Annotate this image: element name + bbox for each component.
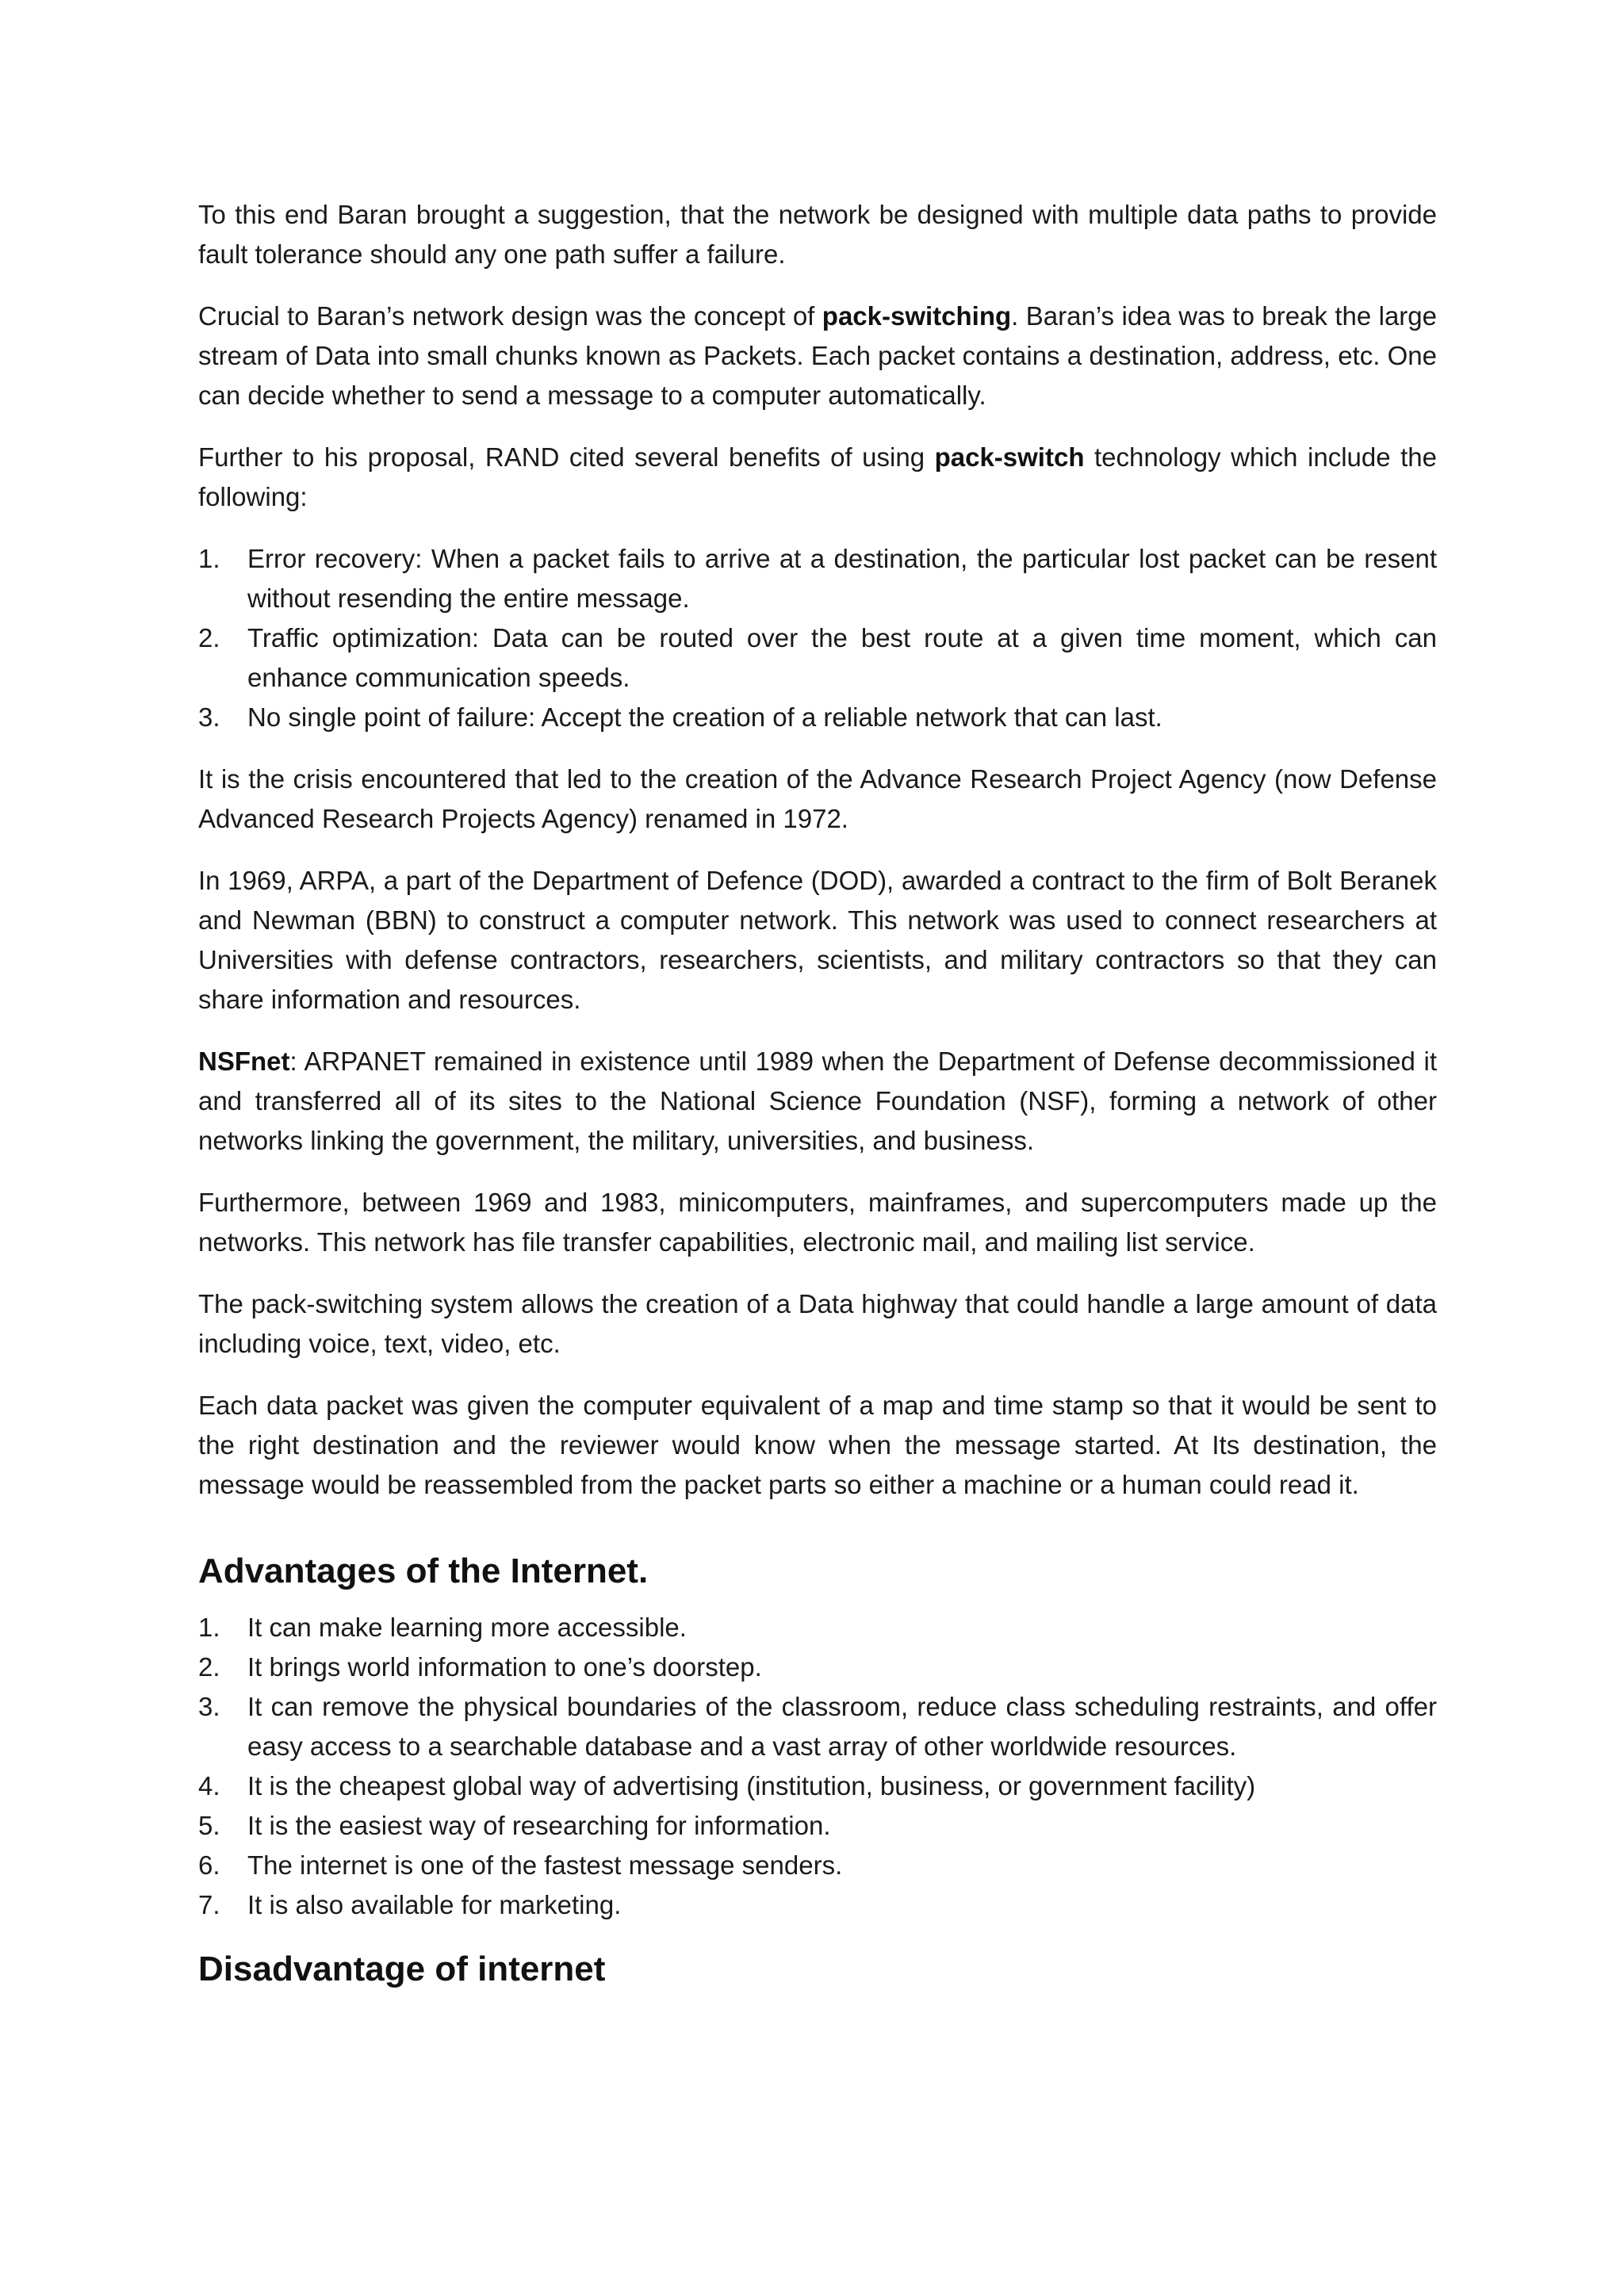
heading-advantages: Advantages of the Internet. (198, 1552, 649, 1590)
list-item-text: Error recovery: When a packet fails to arrive at a destination, the particular lost packet can be resent without resending the entire message. (247, 544, 1437, 613)
benefits-list (198, 539, 1437, 737)
list-number: 1. (198, 544, 220, 573)
paragraph-data-highway: The pack-switching system allows the creation of a Data highway that could handle a large amount of data including voice, text, video, etc. (198, 1289, 1437, 1358)
list-item-text: It can remove the physical boundaries of the classroom, reduce class scheduling restraints, and offer easy access to a searchable database and a vast array of other worldwide resources. (247, 1692, 1437, 1761)
list-item-text: It is the easiest way of researching for information. (247, 1811, 831, 1840)
paragraph-arpa-creation: It is the crisis encountered that led to the creation of the Advance Research Project Agency (now Defense Advanced Research Projects Agency) renamed in 1972. (198, 764, 1437, 833)
list-number: 3. (198, 1692, 220, 1721)
bold-term-pack-switch: pack-switch (934, 442, 1085, 472)
list-item-text: It is also available for marketing. (247, 1890, 622, 1919)
text-run: Further to his proposal, RAND cited several benefits of using (198, 442, 935, 472)
list-item (198, 539, 1437, 618)
list-item (198, 1608, 1437, 1647)
list-item (198, 1647, 1437, 1687)
bold-term-pack-switching: pack-switching (822, 301, 1012, 331)
text-run: : ARPANET remained in existence until 1989 when the Department of Defense decommissioned it and transferred all of its sites to the National Science Foundation (NSF), forming a network of other networks linking the government, the military, universities, and business. (198, 1047, 1437, 1155)
paragraph-data-packet: Each data packet was given the computer equivalent of a map and time stamp so that it would be sent to the right destination and the reviewer would know when the message started. At Its destination, the message would be reassembled from the packet parts so either a machine or a human could read it. (198, 1391, 1437, 1499)
list-item-text: No single point of failure: Accept the creation of a reliable network that can last. (247, 702, 1162, 732)
document-page (198, 195, 1437, 2006)
list-number: 2. (198, 1652, 220, 1682)
list-item (198, 1806, 1437, 1846)
list-number: 3. (198, 702, 220, 732)
list-item-text: It can make learning more accessible. (247, 1613, 687, 1642)
list-item-text: It brings world information to one’s doorstep. (247, 1652, 762, 1682)
list-item (198, 618, 1437, 698)
list-item (198, 1687, 1437, 1766)
list-number: 4. (198, 1771, 220, 1800)
advantages-list (198, 1608, 1437, 1925)
text-run: . Baran’s idea was to break the large stream of Data into small chunks known as Packets. Each packet contains a destination, address, etc. One can decide whether to send a message to a computer automatically. (198, 301, 1437, 410)
list-item (198, 1766, 1437, 1806)
paragraph-networks-history: Furthermore, between 1969 and 1983, minicomputers, mainframes, and supercomputers made up the networks. This network has file transfer capabilities, electronic mail, and mailing list service. (198, 1188, 1437, 1257)
paragraph-rand-benefits (198, 438, 1437, 517)
list-item-text: The internet is one of the fastest message senders. (247, 1850, 843, 1880)
paragraph-arpa-contract: In 1969, ARPA, a part of the Department of Defence (DOD), awarded a contract to the firm of Bolt Beranek and Newman (BBN) to construct a computer network. This network was used to connect researchers at Universities with defense contractors, researchers, scientists, and military contractors so that they can share information and resources. (198, 866, 1437, 1014)
list-number: 5. (198, 1811, 220, 1840)
list-item (198, 1885, 1437, 1925)
text-run: technology which include the following: (198, 442, 1437, 511)
list-number: 6. (198, 1850, 220, 1880)
list-item-text: It is the cheapest global way of advertising (institution, business, or government facility) (247, 1771, 1256, 1800)
paragraph-nsfnet (198, 1042, 1437, 1161)
list-item (198, 698, 1437, 737)
paragraph-pack-switching (198, 297, 1437, 415)
heading-disadvantages: Disadvantage of internet (198, 1950, 606, 1988)
paragraph-baran-suggestion: To this end Baran brought a suggestion, that the network be designed with multiple data paths to provide fault tolerance should any one path suffer a failure. (198, 200, 1437, 269)
list-number: 2. (198, 623, 220, 652)
list-number: 7. (198, 1890, 220, 1919)
list-number: 1. (198, 1613, 220, 1642)
list-item (198, 1846, 1437, 1885)
list-item-text: Traffic optimization: Data can be routed over the best route at a given time moment, which can enhance communication speeds. (247, 623, 1437, 692)
bold-term-nsfnet: NSFnet (198, 1047, 290, 1076)
text-run: Crucial to Baran’s network design was the concept of (198, 301, 822, 331)
